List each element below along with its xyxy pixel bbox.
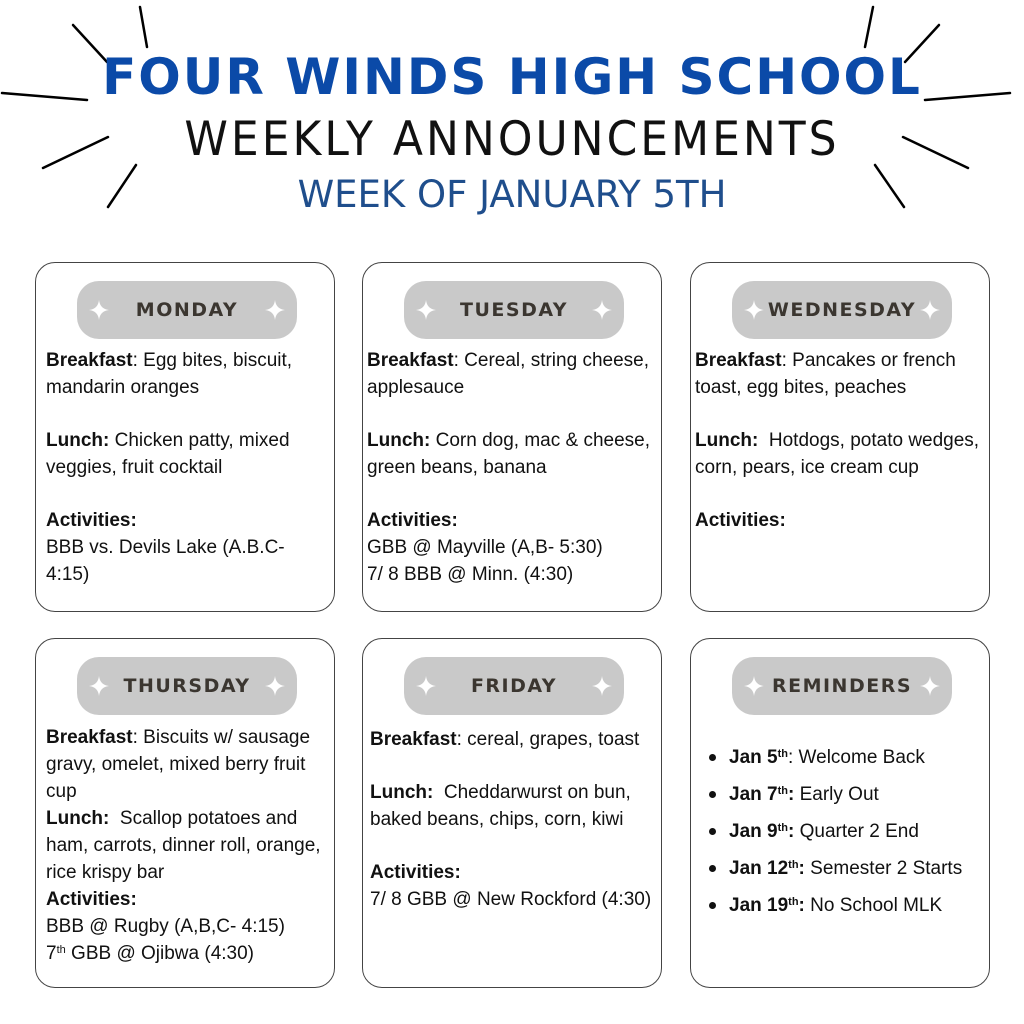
activity-item: 7/ 8 GBB @ New Rockford (4:30) [370,889,652,910]
lunch-line [370,779,657,833]
breakfast-line: Breakfast: Biscuits w/ sausage gravy, omelet, mixed berry fruit cup [46,727,311,802]
activity-item: 7/ 8 BBB @ Minn. (4:30) [367,564,574,585]
activities-label: Activities: [46,510,137,531]
sparkle-icon [265,300,285,320]
activities-label: Activities: [695,510,786,531]
activities-label: Activities: [46,889,137,910]
day-name: TUESDAY [460,299,568,321]
day-name: THURSDAY [123,675,251,697]
week-of-date: WEEK OF JANUARY 5TH [297,173,727,216]
day-details [46,347,330,588]
lunch-line [46,805,330,886]
reminder-item: Jan 12th: Semester 2 Starts [707,850,962,887]
day-card-tuesday [362,262,662,612]
breakfast-items: Pancakes or french toast, egg bites, peaches [695,350,956,398]
activity-item: BBB vs. Devils Lake (A.B.C- 4:15) [46,537,285,585]
day-name: MONDAY [135,299,239,321]
sparkle-icon [920,300,940,320]
reminders-list [707,739,962,924]
day-header-pill [77,657,297,715]
weekly-announcements-title: WEEKLY ANNOUNCEMENTS [184,111,840,167]
breakfast-line: Breakfast: Pancakes or french toast, egg bites, peaches [695,350,956,398]
reminders-card [690,638,990,988]
header [0,0,1024,240]
lunch-label: Lunch: [370,782,434,803]
sparkle-icon [416,300,436,320]
bullet-icon [709,828,716,835]
breakfast-items: cereal, grapes, toast [467,729,640,750]
breakfast-line: Breakfast: cereal, grapes, toast [370,729,640,750]
activities-label: Activities: [370,862,461,883]
activity-item: BBB @ Rugby (A,B,C- 4:15) [46,916,285,937]
lunch-items: Cheddarwurst on bun, baked beans, chips, corn, kiwi [370,782,631,830]
reminder-item: Jan 5th: Welcome Back [707,739,962,776]
day-header-pill [732,281,952,339]
sparkle-icon [416,676,436,696]
sparkle-icon [592,676,612,696]
breakfast-items: Egg bites, biscuit, mandarin oranges [46,350,293,398]
lunch-items: Hotdogs, potato wedges, corn, pears, ice cream cup [695,430,980,478]
sparkle-icon [89,676,109,696]
lunch-line [367,427,657,481]
sparkle-icon [592,300,612,320]
day-name: WEDNESDAY [767,299,917,321]
breakfast-line: Breakfast: Egg bites, biscuit, mandarin oranges [46,350,293,398]
breakfast-line: Breakfast: Cereal, string cheese, applesauce [367,350,649,398]
lunch-items: Chicken patty, mixed veggies, fruit cocktail [46,430,290,478]
lunch-label: Lunch: [46,430,110,451]
sparkle-icon [89,300,109,320]
breakfast-label: Breakfast [695,350,782,371]
lunch-label: Lunch: [46,808,110,829]
school-title: FOUR WINDS HIGH SCHOOL [102,48,922,106]
reminder-item: Jan 7th: Early Out [707,776,962,813]
reminder-item: Jan 19th: No School MLK [707,887,962,924]
day-card-thursday [35,638,335,988]
lunch-line [695,427,985,481]
bullet-icon [709,902,716,909]
breakfast-label: Breakfast [367,350,454,371]
day-header-pill [404,281,624,339]
lunch-items: Corn dog, mac & cheese, green beans, banana [367,430,650,478]
sparkle-icon [920,676,940,696]
breakfast-label: Breakfast [46,350,133,371]
sparkle-icon [744,300,764,320]
lunch-line [46,427,330,481]
day-card-friday [362,638,662,988]
day-card-monday [35,262,335,612]
reminders-title: REMINDERS [771,675,913,697]
day-details [695,347,985,534]
day-details [367,347,657,588]
day-header-pill [404,657,624,715]
breakfast-label: Breakfast [46,727,133,748]
lunch-label: Lunch: [367,430,431,451]
reminders-header-pill [732,657,952,715]
bullet-icon [709,791,716,798]
activities-label: Activities: [367,510,458,531]
day-details [370,726,657,913]
day-name: FRIDAY [470,675,558,697]
breakfast-label: Breakfast [370,729,457,750]
activity-item: GBB @ Mayville (A,B- 5:30) [367,537,603,558]
lunch-label: Lunch: [695,430,759,451]
breakfast-items: Biscuits w/ sausage gravy, omelet, mixed berry fruit cup [46,727,311,802]
breakfast-items: Cereal, string cheese, applesauce [367,350,649,398]
reminder-item: Jan 9th: Quarter 2 End [707,813,962,850]
day-header-pill [77,281,297,339]
sparkle-icon [744,676,764,696]
sparkle-icon [265,676,285,696]
activity-item: 7th GBB @ Ojibwa (4:30) [46,943,255,964]
day-card-wednesday [690,262,990,612]
bullet-icon [709,754,716,761]
bullet-icon [709,865,716,872]
day-details [46,724,330,967]
lunch-items: Scallop potatoes and ham, carrots, dinner roll, orange, rice krispy bar [46,808,321,883]
